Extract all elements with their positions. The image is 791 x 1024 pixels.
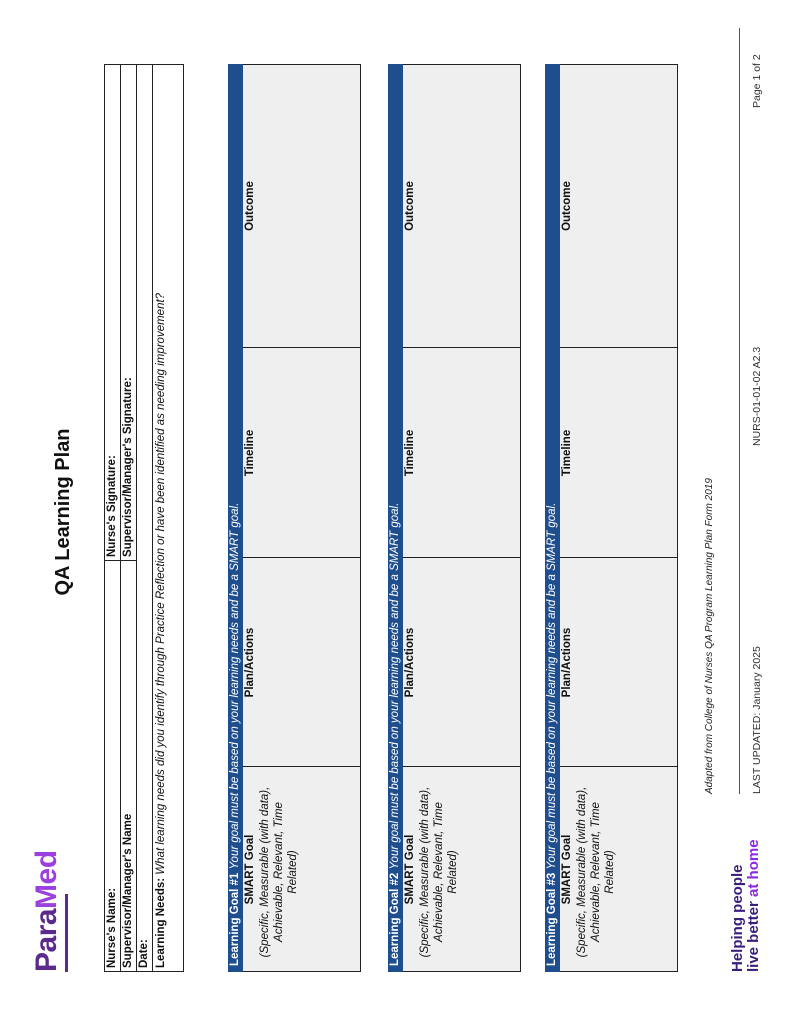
tagline-line-1: Helping people (729, 864, 746, 972)
adapted-note: Adapted from College of Nurses QA Program Learning Plan Form 2019 (704, 478, 715, 794)
last-updated: LAST UPDATED: January 2025 (751, 646, 763, 794)
goal-3-smart-description: (Specific, Measurable (with data), Achievable, Relevant, Time Related) (576, 786, 616, 958)
goal-3-timeline-header: Timeline (561, 429, 573, 477)
goal-2-smart-description: (Specific, Measurable (with data), Achievable, Relevant, Time Related) (419, 786, 459, 958)
tagline-line-2b: at home (745, 839, 762, 897)
nurse-name-field: Nurse's Name: (106, 887, 118, 968)
logo-part-para: Para (30, 908, 63, 972)
footer-divider (739, 28, 740, 794)
goal-3-title: Learning Goal #3 (546, 872, 558, 966)
goal-1-smart-goal-header: SMART Goal (244, 834, 256, 905)
page-title: QA Learning Plan (52, 428, 74, 596)
goal-3-smart-goal-header: SMART Goal (561, 834, 573, 905)
goal-1-outcome-header: Outcome (244, 181, 256, 231)
learning-needs-label: Learning Needs: (155, 877, 167, 968)
tagline (730, 839, 762, 972)
supervisor-signature-field: Supervisor/Manager's Signature: (122, 377, 134, 557)
learning-needs (155, 293, 168, 968)
goal-1-plan-header: Plan/Actions (244, 627, 256, 698)
nurse-signature-field: Nurse's Signature: (106, 455, 118, 557)
goal-2-outcome-header: Outcome (404, 181, 416, 231)
goal-2-smart-goal-header: SMART Goal (404, 834, 416, 905)
date-field: Date: (138, 939, 150, 968)
goal-2-note: Your goal must be based on your learning needs and be a SMART goal. (389, 502, 401, 870)
logo-part-med: Med (30, 850, 63, 909)
doc-code: NURS-01-01-02 A2.3 (751, 346, 763, 446)
learning-needs-prompt: What learning needs did you identify through Practice Reflection or have been identified as needing improvement? (155, 292, 167, 875)
goal-3-banner (545, 64, 560, 972)
tagline-line-2 (746, 839, 762, 972)
supervisor-name-field: Supervisor/Manager's Name (122, 813, 134, 968)
goal-2-title: Learning Goal #2 (389, 872, 401, 966)
goal-1-smart-description: (Specific, Measurable (with data), Achievable, Relevant, Time Related) (259, 786, 299, 958)
goal-1-title: Learning Goal #1 (229, 872, 241, 966)
goal-2-banner (388, 64, 403, 972)
goal-3-outcome-header: Outcome (561, 181, 573, 231)
goal-2-plan-header: Plan/Actions (404, 627, 416, 698)
goal-2-timeline-header: Timeline (404, 429, 416, 477)
goal-1-timeline-header: Timeline (244, 429, 256, 477)
goal-1-note: Your goal must be based on your learning needs and be a SMART goal. (229, 502, 241, 870)
goal-1-banner (228, 64, 243, 972)
goal-3-plan-header: Plan/Actions (561, 627, 573, 698)
tagline-line-2a: live better (745, 896, 762, 972)
page-number: Page 1 of 2 (751, 54, 763, 108)
goal-3-note: Your goal must be based on your learning needs and be a SMART goal. (546, 502, 558, 870)
